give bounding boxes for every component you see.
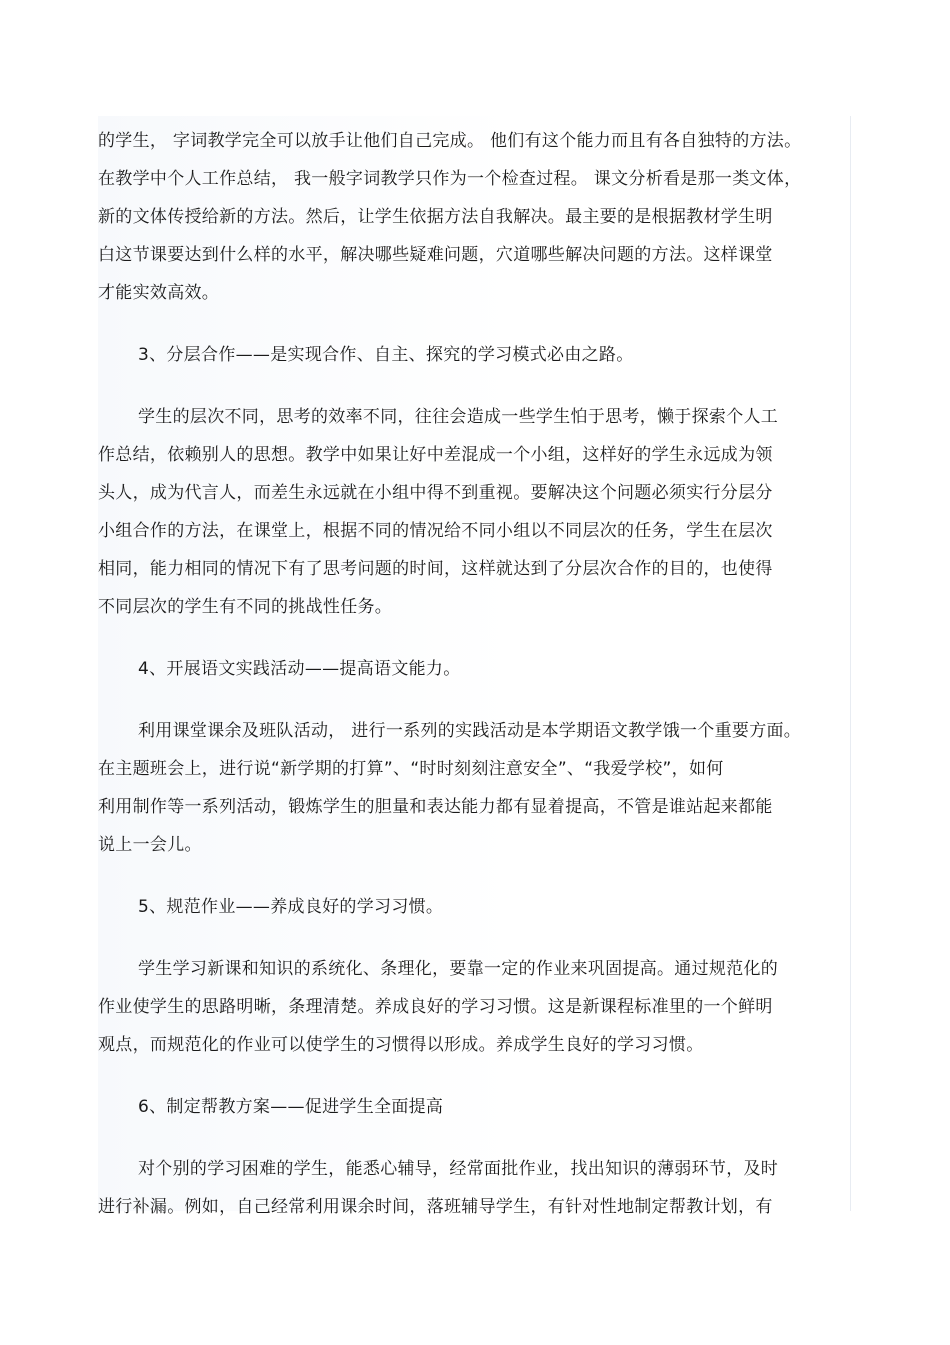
text-line: 在主题班会上，进行说“新学期的打算”、“时时刻刻注意安全”、“我爱学校”，如何 xyxy=(98,759,724,779)
paragraph-gap xyxy=(98,688,843,712)
heading-line: 6、制定帮教方案——促进学生全面提高 xyxy=(138,1097,444,1117)
text-line: 新的文体传授给新的方法。然后，让学生依据方法自我解决。最主要的是根据教材学生明 xyxy=(98,207,773,227)
paragraph-gap xyxy=(98,312,843,336)
text-line: 进行补漏。例如，自己经常利用课余时间，落班辅导学生，有针对性地制定帮教计划，有 xyxy=(98,1197,773,1217)
text-line: 观点，而规范化的作业可以使学生的习惯得以形成。养成学生良好的学习习惯。 xyxy=(98,1035,704,1055)
text-line: 才能实效高效。 xyxy=(98,283,220,303)
paragraph xyxy=(98,398,843,626)
paragraph-gap xyxy=(98,1126,843,1150)
heading-line: 3、分层合作——是实现合作、自主、探究的学习模式必由之路。 xyxy=(138,345,634,365)
text-line: 不同层次的学生有不同的挑战性任务。 xyxy=(98,597,393,617)
text-line: 白这节课要达到什么样的水平，解决哪些疑难问题，穴道哪些解决问题的方法。这样课堂 xyxy=(98,245,773,265)
text-line: 小组合作的方法，在课堂上，根据不同的情况给不同小组以不同层次的任务，学生在层次 xyxy=(98,521,773,541)
text-line: 说上一会儿。 xyxy=(98,835,202,855)
text-line: 学生的层次不同，思考的效率不同，往往会造成一些学生怕于思考，懒于探索个人工 xyxy=(138,407,779,427)
paragraph xyxy=(98,712,843,864)
document-body xyxy=(98,122,843,1226)
text-line: 作总结，依赖别人的思想。教学中如果让好中差混成一个小组，这样好的学生永远成为领 xyxy=(98,445,773,465)
text-line: 对个别的学习困难的学生，能悉心辅导，经常面批作业，找出知识的薄弱环节，及时 xyxy=(138,1159,779,1179)
paragraph-gap xyxy=(98,626,843,650)
paragraph-gap xyxy=(98,1064,843,1088)
text-line: 学生学习新课和知识的系统化、条理化，要靠一定的作业来巩固提高。通过规范化的 xyxy=(138,959,779,979)
paragraph xyxy=(98,1150,843,1226)
paragraph-gap xyxy=(98,926,843,950)
text-line: 在教学中个人工作总结， 我一般字词教学只作为一个检查过程。 课文分析看是那一类文体， xyxy=(98,169,802,189)
paragraph-gap xyxy=(98,864,843,888)
section-heading xyxy=(98,888,843,926)
section-heading xyxy=(98,1088,843,1126)
section-heading xyxy=(98,650,843,688)
text-line: 的学生， 字词教学完全可以放手让他们自己完成。 他们有这个能力而且有各自独特的方法。 xyxy=(98,131,802,151)
heading-line: 5、规范作业——养成良好的学习习惯。 xyxy=(138,897,444,917)
text-line: 相同，能力相同的情况下有了思考问题的时间，这样就达到了分层次合作的目的，也使得 xyxy=(98,559,773,579)
section-heading xyxy=(98,336,843,374)
heading-line: 4、开展语文实践活动——提高语文能力。 xyxy=(138,659,461,679)
text-line: 利用制作等一系列活动，锻炼学生的胆量和表达能力都有显着提高，不管是谁站起来都能 xyxy=(98,797,773,817)
text-line: 利用课堂课余及班队活动， 进行一系列的实践活动是本学期语文教学饿一个重要方面。 xyxy=(138,721,802,741)
text-line: 作业使学生的思路明晰，条理清楚。养成良好的学习习惯。这是新课程标准里的一个鲜明 xyxy=(98,997,773,1017)
paragraph xyxy=(98,122,843,312)
paragraph-gap xyxy=(98,374,843,398)
text-line: 头人，成为代言人，而差生永远就在小组中得不到重视。要解决这个问题必须实行分层分 xyxy=(98,483,773,503)
paragraph xyxy=(98,950,843,1064)
